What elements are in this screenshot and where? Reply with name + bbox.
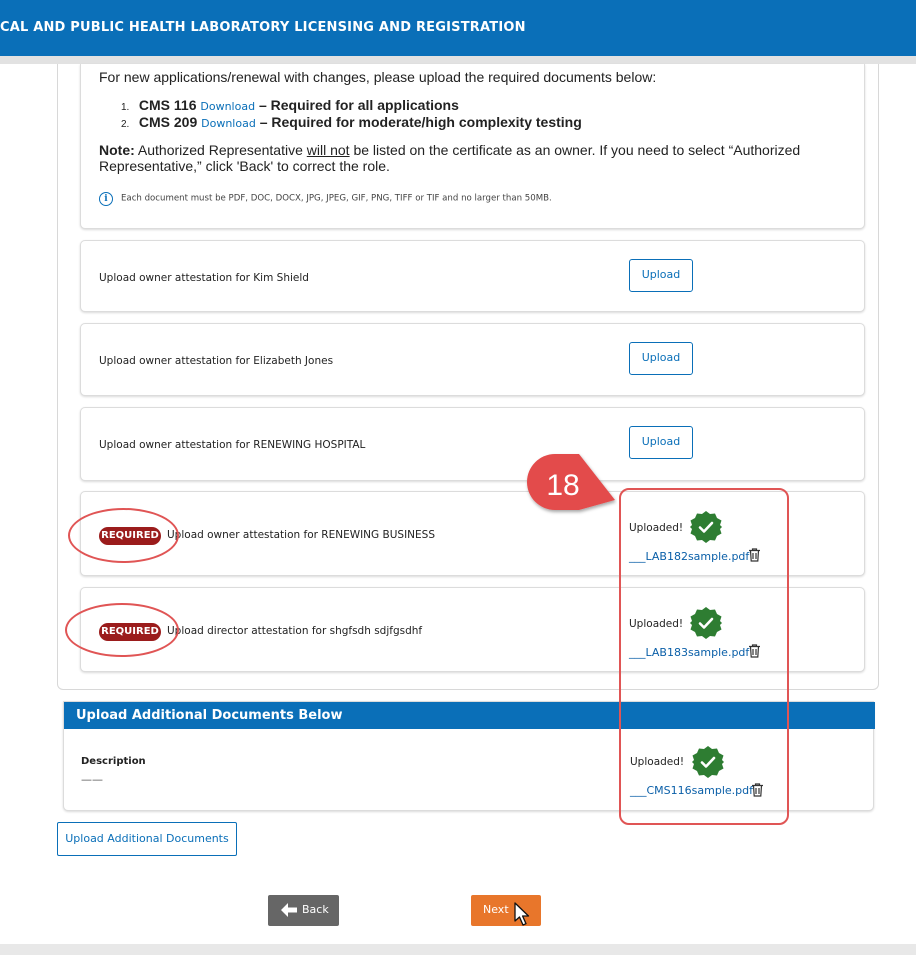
upload-status: Uploaded! <box>630 756 685 768</box>
uploaded-file-link[interactable]: ___CMS116sample.pdf <box>630 784 753 797</box>
arrow-left-icon <box>280 902 298 918</box>
next-button[interactable] <box>471 895 541 926</box>
upload-row-label: Upload owner attestation for Kim Shield <box>99 272 309 284</box>
page-footer-strip <box>0 944 916 955</box>
required-documents-list <box>121 97 582 131</box>
instructions-card <box>80 64 865 229</box>
upload-row <box>80 240 865 312</box>
required-badge: REQUIRED <box>99 527 161 545</box>
back-button-label: Back <box>302 903 329 916</box>
upload-row-label: Upload owner attestation for RENEWING HOSPITAL <box>99 439 366 451</box>
description-label: Description <box>81 756 146 767</box>
additional-documents-header: Upload Additional Documents Below <box>64 702 875 729</box>
next-button-label: Next <box>483 903 509 916</box>
upload-additional-documents-button[interactable]: Upload Additional Documents <box>57 822 237 856</box>
upload-button[interactable]: Upload <box>629 342 693 375</box>
required-highlight-circle <box>68 508 179 563</box>
upload-status: Uploaded! <box>629 522 684 534</box>
upload-row-label: Upload owner attestation for Elizabeth Jones <box>99 355 334 367</box>
upload-button[interactable]: Upload <box>629 426 693 459</box>
uploaded-highlight-box <box>619 488 789 825</box>
file-requirements: i Each document must be PDF, DOC, DOCX, JPG, JPEG, GIF, PNG, TIFF or TIF and no larger than 50MB. <box>99 188 552 207</box>
step-number-marker <box>521 452 617 516</box>
info-icon: i <box>99 192 113 206</box>
list-item: 1. CMS 116 Download – Required for all applications <box>121 97 459 113</box>
download-link[interactable]: Download <box>201 117 256 130</box>
app-header <box>0 0 916 56</box>
back-button[interactable] <box>268 895 339 926</box>
document-requirement: – Required for all applications <box>258 97 459 113</box>
instructions-intro: For new applications/renewal with changes, please upload the required documents below: <box>99 69 657 85</box>
upload-row <box>80 323 865 396</box>
upload-row-label: Upload director attestation for shgfsdh sdjfgsdhf <box>167 625 423 637</box>
download-link[interactable]: Download <box>200 100 256 113</box>
mouse-cursor-icon <box>511 901 533 931</box>
description-value: —— <box>81 773 103 786</box>
header-divider <box>0 56 916 64</box>
upload-button[interactable]: Upload <box>629 259 693 292</box>
uploaded-file-link[interactable]: ___LAB183sample.pdf <box>629 646 750 659</box>
required-badge: REQUIRED <box>99 623 161 641</box>
step-number: 18 <box>546 469 580 502</box>
document-requirement: – Required for moderate/high complexity testing <box>259 114 582 130</box>
upload-row-label: Upload owner attestation for RENEWING BUSINESS <box>167 529 435 541</box>
document-name: CMS 116 <box>138 97 197 113</box>
list-item: 2. CMS 209 Download – Required for moderate/high complexity testing <box>121 114 582 130</box>
upload-row <box>80 407 865 481</box>
page-title: CAL AND PUBLIC HEALTH LABORATORY LICENSING AND REGISTRATION <box>0 20 526 35</box>
uploaded-file-link[interactable]: ___LAB182sample.pdf <box>629 550 750 563</box>
note-text: Note: Authorized Representative will not be listed on the certificate as an owner. If you need to select “Authorized Representative,” click 'Back' to correct the role. <box>99 142 801 174</box>
required-highlight-circle <box>65 603 179 657</box>
upload-status: Uploaded! <box>629 618 684 630</box>
document-name: CMS 209 <box>138 114 198 130</box>
